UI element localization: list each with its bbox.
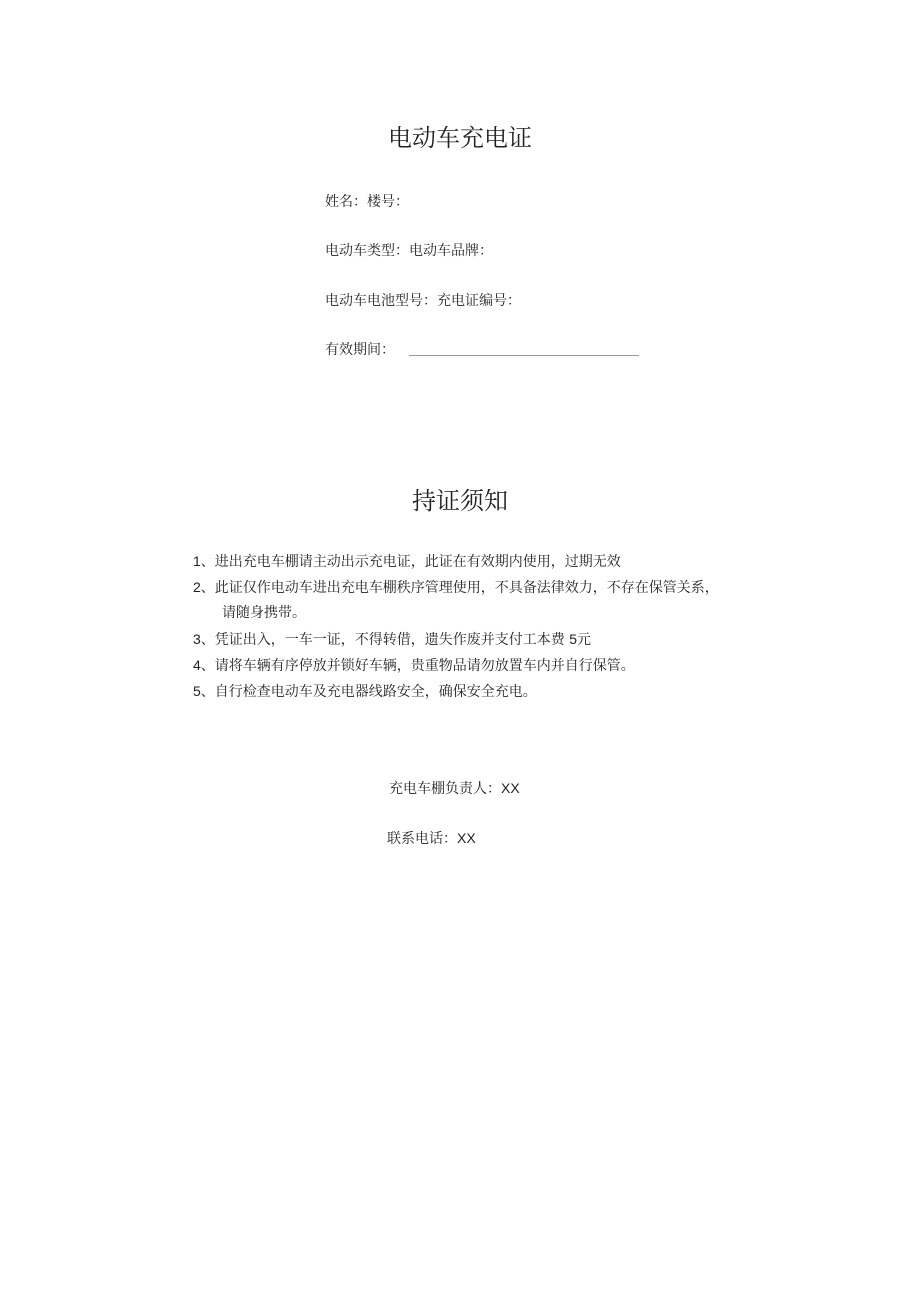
rule-item-2-continuation: 请随身携带。 bbox=[222, 605, 306, 621]
rule-text: 、凭证出入，一车一证，不得转借，遗失作废并支付工本费 bbox=[200, 632, 565, 648]
rule-number: 1 bbox=[193, 553, 201, 569]
notice-title: 持证须知 bbox=[412, 487, 508, 515]
rule-item-2 bbox=[193, 577, 719, 598]
rule-text: 、请将车辆有序停放并锁好车辆，贵重物品请勿放置车内并自行保管。 bbox=[200, 658, 635, 674]
rule-number: 4 bbox=[193, 657, 201, 673]
rule-item-5 bbox=[193, 681, 537, 702]
rule-number: 3 bbox=[193, 631, 201, 647]
rule-fee-unit: 元 bbox=[577, 632, 592, 648]
battery-cert-field: 电动车电池型号：充电证编号： bbox=[325, 293, 521, 309]
rule-text: 、此证仅作电动车进出充电车棚秩序管理使用，不具备法律效力，不存在保管关系， bbox=[200, 580, 719, 596]
manager-contact bbox=[389, 778, 520, 799]
rule-item-4 bbox=[193, 655, 635, 676]
type-brand-field: 电动车类型：电动车品牌： bbox=[325, 243, 493, 259]
rule-fee: 5 bbox=[569, 631, 578, 647]
phone-value: XX bbox=[457, 830, 476, 846]
validity-underline bbox=[409, 355, 639, 356]
validity-field: 有效期间： bbox=[325, 342, 395, 358]
manager-value: XX bbox=[501, 780, 520, 796]
phone-label: 联系电话： bbox=[387, 831, 457, 847]
rule-text: 、自行检查电动车及充电器线路安全，确保安全充电。 bbox=[200, 684, 537, 700]
rule-text: 、进出充电车棚请主动出示充电证，此证在有效期内使用，过期无效 bbox=[200, 554, 621, 570]
phone-contact bbox=[387, 828, 476, 849]
name-building-field: 姓名：楼号： bbox=[325, 194, 409, 210]
rule-number: 2 bbox=[193, 579, 201, 595]
rule-item-1 bbox=[193, 551, 621, 572]
rule-item-3 bbox=[193, 629, 591, 650]
rule-number: 5 bbox=[193, 683, 201, 699]
manager-label: 充电车棚负责人： bbox=[389, 781, 501, 797]
page-title: 电动车充电证 bbox=[388, 124, 532, 152]
